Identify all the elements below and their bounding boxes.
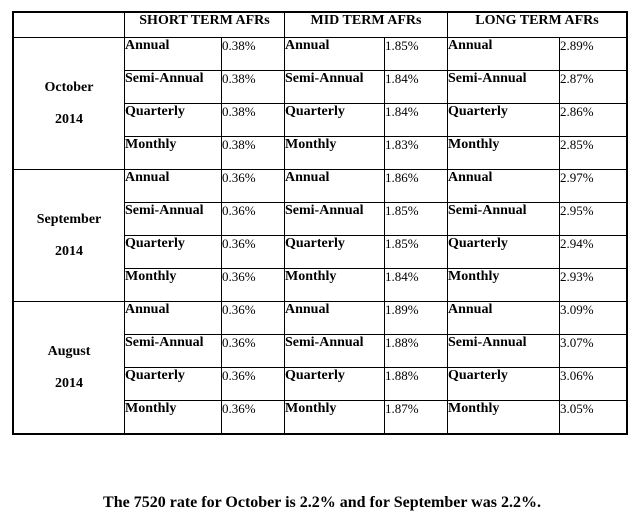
- long-term-rate: 2.89%: [560, 38, 627, 71]
- mid-term-rate: 1.84%: [385, 104, 448, 137]
- short-term-label: Monthly: [125, 137, 222, 170]
- mid-term-label: Annual: [285, 302, 385, 335]
- period-month: September: [36, 211, 102, 227]
- long-term-label: Quarterly: [448, 104, 560, 137]
- period-year: 2014: [55, 243, 83, 259]
- long-term-rate: 3.06%: [560, 368, 627, 401]
- long-term-rate: 3.05%: [560, 401, 627, 434]
- mid-term-rate: 1.85%: [385, 203, 448, 236]
- mid-term-rate: 1.88%: [385, 368, 448, 401]
- table-row: [14, 38, 627, 71]
- mid-term-label: Semi-Annual: [285, 335, 385, 368]
- mid-term-header: MID TERM AFRs: [285, 13, 448, 38]
- mid-term-rate: 1.84%: [385, 269, 448, 302]
- short-term-rate: 0.36%: [222, 203, 285, 236]
- mid-term-label: Annual: [285, 38, 385, 71]
- long-term-header: LONG TERM AFRs: [448, 13, 627, 38]
- afr-table: [13, 12, 627, 434]
- short-term-label: Semi-Annual: [125, 203, 222, 236]
- mid-term-rate: 1.83%: [385, 137, 448, 170]
- mid-term-label: Monthly: [285, 401, 385, 434]
- long-term-rate: 2.97%: [560, 170, 627, 203]
- short-term-rate: 0.36%: [222, 368, 285, 401]
- mid-term-rate: 1.87%: [385, 401, 448, 434]
- mid-term-rate: 1.86%: [385, 170, 448, 203]
- long-term-label: Annual: [448, 302, 560, 335]
- long-term-label: Quarterly: [448, 236, 560, 269]
- period-month: August: [47, 343, 91, 359]
- period-year: 2014: [55, 111, 83, 127]
- short-term-rate: 0.36%: [222, 302, 285, 335]
- mid-term-label: Semi-Annual: [285, 203, 385, 236]
- short-term-label: Annual: [125, 302, 222, 335]
- short-term-rate: 0.36%: [222, 170, 285, 203]
- short-term-rate: 0.36%: [222, 269, 285, 302]
- long-term-label: Quarterly: [448, 368, 560, 401]
- long-term-label: Annual: [448, 170, 560, 203]
- short-term-label: Quarterly: [125, 104, 222, 137]
- long-term-rate: 2.85%: [560, 137, 627, 170]
- long-term-label: Monthly: [448, 401, 560, 434]
- short-term-label: Annual: [125, 170, 222, 203]
- short-term-label: Semi-Annual: [125, 71, 222, 104]
- short-term-label: Semi-Annual: [125, 335, 222, 368]
- short-term-rate: 0.36%: [222, 401, 285, 434]
- long-term-rate: 2.86%: [560, 104, 627, 137]
- mid-term-rate: 1.88%: [385, 335, 448, 368]
- header-row: [14, 13, 627, 38]
- short-term-rate: 0.38%: [222, 71, 285, 104]
- mid-term-rate: 1.85%: [385, 236, 448, 269]
- period-cell: [14, 38, 125, 170]
- short-term-rate: 0.38%: [222, 104, 285, 137]
- long-term-label: Monthly: [448, 269, 560, 302]
- afr-body: [14, 38, 627, 434]
- long-term-label: Semi-Annual: [448, 203, 560, 236]
- long-term-label: Annual: [448, 38, 560, 71]
- table-row: [14, 170, 627, 203]
- long-term-rate: 3.09%: [560, 302, 627, 335]
- long-term-rate: 2.87%: [560, 71, 627, 104]
- short-term-rate: 0.36%: [222, 335, 285, 368]
- mid-term-label: Semi-Annual: [285, 71, 385, 104]
- mid-term-label: Quarterly: [285, 368, 385, 401]
- mid-term-rate: 1.84%: [385, 71, 448, 104]
- long-term-rate: 3.07%: [560, 335, 627, 368]
- corner-cell: [14, 13, 125, 38]
- period-cell: [14, 170, 125, 302]
- short-term-label: Monthly: [125, 269, 222, 302]
- period-cell: [14, 302, 125, 434]
- short-term-rate: 0.38%: [222, 137, 285, 170]
- long-term-label: Semi-Annual: [448, 71, 560, 104]
- period-month: October: [44, 79, 94, 95]
- long-term-label: Monthly: [448, 137, 560, 170]
- mid-term-rate: 1.85%: [385, 38, 448, 71]
- long-term-rate: 2.93%: [560, 269, 627, 302]
- short-term-label: Quarterly: [125, 368, 222, 401]
- short-term-rate: 0.38%: [222, 38, 285, 71]
- mid-term-label: Monthly: [285, 269, 385, 302]
- long-term-label: Semi-Annual: [448, 335, 560, 368]
- footnote: The 7520 rate for October is 2.2% and for September was 2.2%.: [103, 494, 541, 511]
- table-row: [14, 302, 627, 335]
- mid-term-label: Quarterly: [285, 104, 385, 137]
- short-term-rate: 0.36%: [222, 236, 285, 269]
- mid-term-label: Quarterly: [285, 236, 385, 269]
- short-term-label: Monthly: [125, 401, 222, 434]
- period-year: 2014: [55, 375, 83, 391]
- mid-term-label: Annual: [285, 170, 385, 203]
- short-term-header: SHORT TERM AFRs: [125, 13, 285, 38]
- short-term-label: Quarterly: [125, 236, 222, 269]
- long-term-rate: 2.95%: [560, 203, 627, 236]
- mid-term-rate: 1.89%: [385, 302, 448, 335]
- short-term-label: Annual: [125, 38, 222, 71]
- long-term-rate: 2.94%: [560, 236, 627, 269]
- mid-term-label: Monthly: [285, 137, 385, 170]
